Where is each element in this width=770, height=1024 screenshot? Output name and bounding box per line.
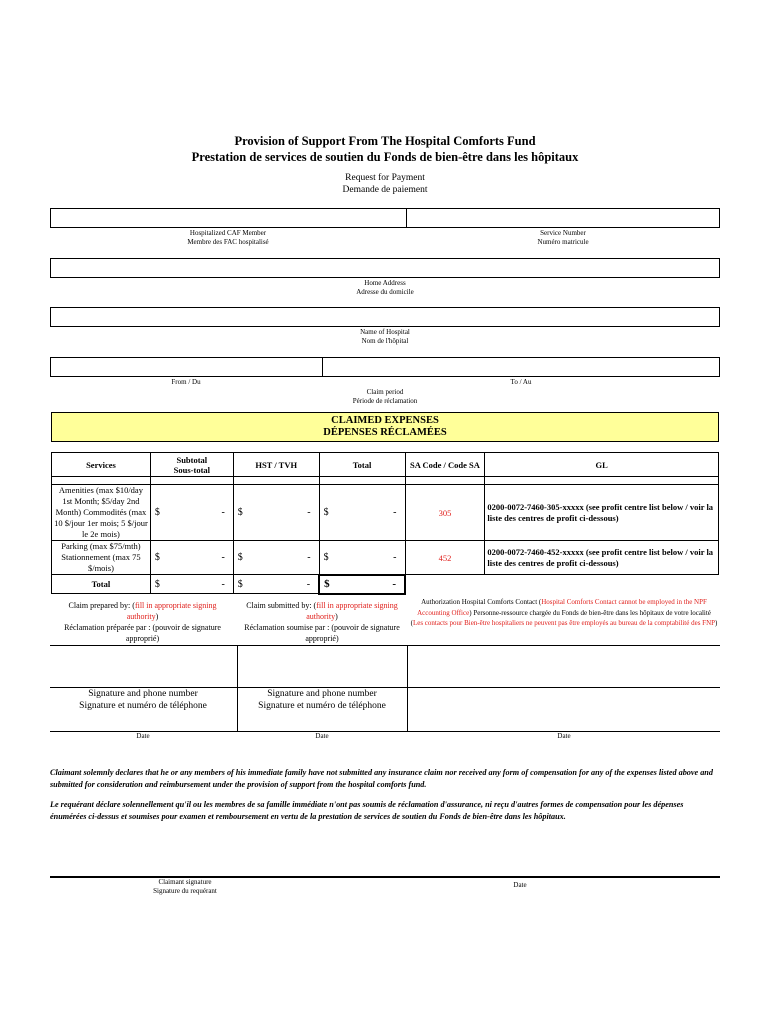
authorization-contact: Authorization Hospital Comforts Contact (Hospital Comforts Contact cannot be employed in the NPF Accounting Office) Personne-ressource chargée du Fonds de bien-être dans les hôpitaux de votre localité (Les contacts pour Bien-être hospitaliers ne peuvent pas être employés au bureau de la comptabilité des FNP) bbox=[410, 598, 718, 627]
row-amenities-sa-code: 305 bbox=[405, 485, 485, 541]
col-subtotal-fr: Sous-total bbox=[173, 464, 211, 475]
currency-sign: $ bbox=[237, 552, 243, 563]
amount-value: - bbox=[221, 578, 225, 590]
currency-sign: $ bbox=[324, 578, 330, 590]
amount-value: - bbox=[307, 552, 311, 563]
sig-phone-fr-1: Signature et numéro de téléphone bbox=[79, 701, 207, 711]
currency-sign: $ bbox=[323, 551, 329, 563]
spacer-row bbox=[52, 477, 719, 485]
hospital-label-en: Name of Hospital bbox=[360, 328, 410, 336]
total-total bbox=[319, 575, 405, 594]
row-parking-total[interactable] bbox=[319, 541, 405, 575]
table-header-row bbox=[52, 453, 719, 477]
period-label-en: Claim period bbox=[366, 388, 404, 396]
amount-value: - bbox=[221, 507, 225, 518]
to-label: To / Au bbox=[510, 378, 532, 386]
col-subtotal bbox=[150, 453, 233, 477]
amount-value: - bbox=[393, 551, 397, 563]
date-label-2: Date bbox=[315, 732, 329, 740]
service-label-en: Service Number bbox=[540, 229, 586, 237]
currency-sign: $ bbox=[154, 507, 160, 518]
row-parking-gl: 0200-0072-7460-452-xxxxx (see profit centre list below / voir la liste des centres de profit ci-dessous) bbox=[485, 541, 719, 575]
authorization-signature-box[interactable] bbox=[408, 646, 720, 731]
date-label-1: Date bbox=[136, 732, 150, 740]
total-row bbox=[52, 575, 719, 594]
declaration-fr: Le requérant déclare solennellement qu'il ou les membres de sa famille immédiate n'ont pas soumis de réclamation d'assurance, ni reçu d'autres formes de compensation pour les dépenses énumérées ci-dessus et soumises pour examen et remboursement en vertu de la prestation de services de soutien du Fonds de bien-être dans les hôpitaux. bbox=[50, 800, 684, 821]
row-parking-sa-code: 452 bbox=[405, 541, 485, 575]
currency-sign: $ bbox=[154, 552, 160, 563]
row-amenities-gl: 0200-0072-7460-305-xxxxx (see profit centre list below / voir la liste des centres de profit ci-dessous) bbox=[485, 485, 719, 541]
claimant-sig-en: Claimant signature bbox=[158, 878, 212, 886]
table-row bbox=[52, 541, 719, 575]
claimant-date: Date bbox=[513, 881, 527, 889]
title-en: Provision of Support From The Hospital Comforts Fund bbox=[234, 134, 536, 148]
declaration-en: Claimant solemnly declares that he or any members of his immediate family have not submitted any insurance claim nor received any form of compensation for any of the expenses listed above and submitted for consideration and reimbursement under the provision of support from the hospital comforts fund. bbox=[50, 768, 713, 789]
banner-fr: DÉPENSES RÉCLAMÉES bbox=[323, 427, 447, 438]
col-subtotal-en: Subtotal bbox=[176, 454, 208, 465]
col-total: Total bbox=[319, 453, 405, 477]
col-hst: HST / TVH bbox=[233, 453, 319, 477]
sig-phone-fr-2: Signature et numéro de téléphone bbox=[258, 701, 386, 711]
sig-phone-en-1: Signature and phone number bbox=[88, 689, 198, 699]
date-label-3: Date bbox=[557, 732, 571, 740]
submitted-by-fr: Réclamation soumise par : (pouvoir de signature approprié) bbox=[244, 623, 400, 643]
address-label-fr: Adresse du domicile bbox=[356, 288, 414, 296]
row-amenities-hst[interactable] bbox=[233, 485, 319, 541]
row-amenities-subtotal[interactable] bbox=[150, 485, 233, 541]
currency-sign: $ bbox=[323, 507, 329, 518]
row-parking-service: Parking (max $75/mth) Stationnement (max 75 $/mois) bbox=[52, 541, 151, 575]
currency-sign: $ bbox=[237, 507, 243, 518]
period-field[interactable] bbox=[50, 357, 720, 377]
claimant-sig-fr: Signature du requérant bbox=[153, 887, 217, 895]
banner-en: CLAIMED EXPENSES bbox=[331, 415, 439, 426]
submitted-by-en: Claim submitted by: (fill in appropriate signing authority) bbox=[246, 601, 398, 621]
currency-sign: $ bbox=[237, 578, 243, 590]
claimant-signature-box[interactable] bbox=[50, 848, 720, 876]
hospital-field[interactable] bbox=[50, 307, 720, 327]
from-label: From / Du bbox=[171, 378, 201, 386]
total-hst bbox=[233, 575, 319, 594]
period-label-fr: Période de réclamation bbox=[352, 397, 418, 405]
submitted-signature-box[interactable] bbox=[238, 646, 406, 686]
total-label: Total bbox=[52, 575, 151, 594]
currency-sign: $ bbox=[154, 578, 160, 590]
col-gl: GL bbox=[485, 453, 719, 477]
request-fr: Demande de paiement bbox=[342, 185, 428, 195]
amount-value: - bbox=[393, 507, 397, 518]
row-parking-hst[interactable] bbox=[233, 541, 319, 575]
member-label-en: Hospitalized CAF Member bbox=[189, 229, 267, 237]
row-parking-subtotal[interactable] bbox=[150, 541, 233, 575]
title-fr: Prestation de services de soutien du Fonds de bien-être dans les hôpitaux bbox=[191, 150, 579, 164]
member-label-fr: Membre des FAC hospitalisé bbox=[187, 238, 269, 246]
address-label-en: Home Address bbox=[364, 279, 406, 287]
col-sa-code: SA Code / Code SA bbox=[405, 453, 485, 477]
amount-value: - bbox=[392, 578, 396, 590]
amount-value: - bbox=[307, 507, 311, 518]
field-divider bbox=[406, 208, 407, 228]
table-row bbox=[52, 485, 719, 541]
request-en: Request for Payment bbox=[345, 173, 425, 183]
hospital-label-fr: Nom de l'hôpital bbox=[361, 337, 409, 345]
expenses-banner bbox=[51, 412, 719, 442]
amount-value: - bbox=[221, 552, 225, 563]
member-field[interactable] bbox=[50, 208, 720, 228]
prepared-signature-box[interactable] bbox=[50, 646, 236, 686]
prepared-by-fr: Réclamation préparée par : (pouvoir de signature approprié) bbox=[64, 623, 221, 643]
col-services: Services bbox=[52, 453, 151, 477]
row-amenities-service: Amenities (max $10/day 1st Month; $5/day 2nd Month) Commodités (max 10 $/jour 1er mois; 5 $/jour le 2e mois) bbox=[52, 485, 151, 541]
expenses-table bbox=[51, 452, 719, 595]
address-field[interactable] bbox=[50, 258, 720, 278]
amount-value: - bbox=[306, 578, 311, 590]
sig-phone-en-2: Signature and phone number bbox=[267, 689, 377, 699]
row-amenities-total[interactable] bbox=[319, 485, 405, 541]
total-subtotal bbox=[150, 575, 233, 594]
service-label-fr: Numéro matricule bbox=[537, 238, 589, 246]
period-divider bbox=[322, 357, 323, 377]
prepared-by-en: Claim prepared by: (fill in appropriate signing authority) bbox=[68, 601, 217, 621]
